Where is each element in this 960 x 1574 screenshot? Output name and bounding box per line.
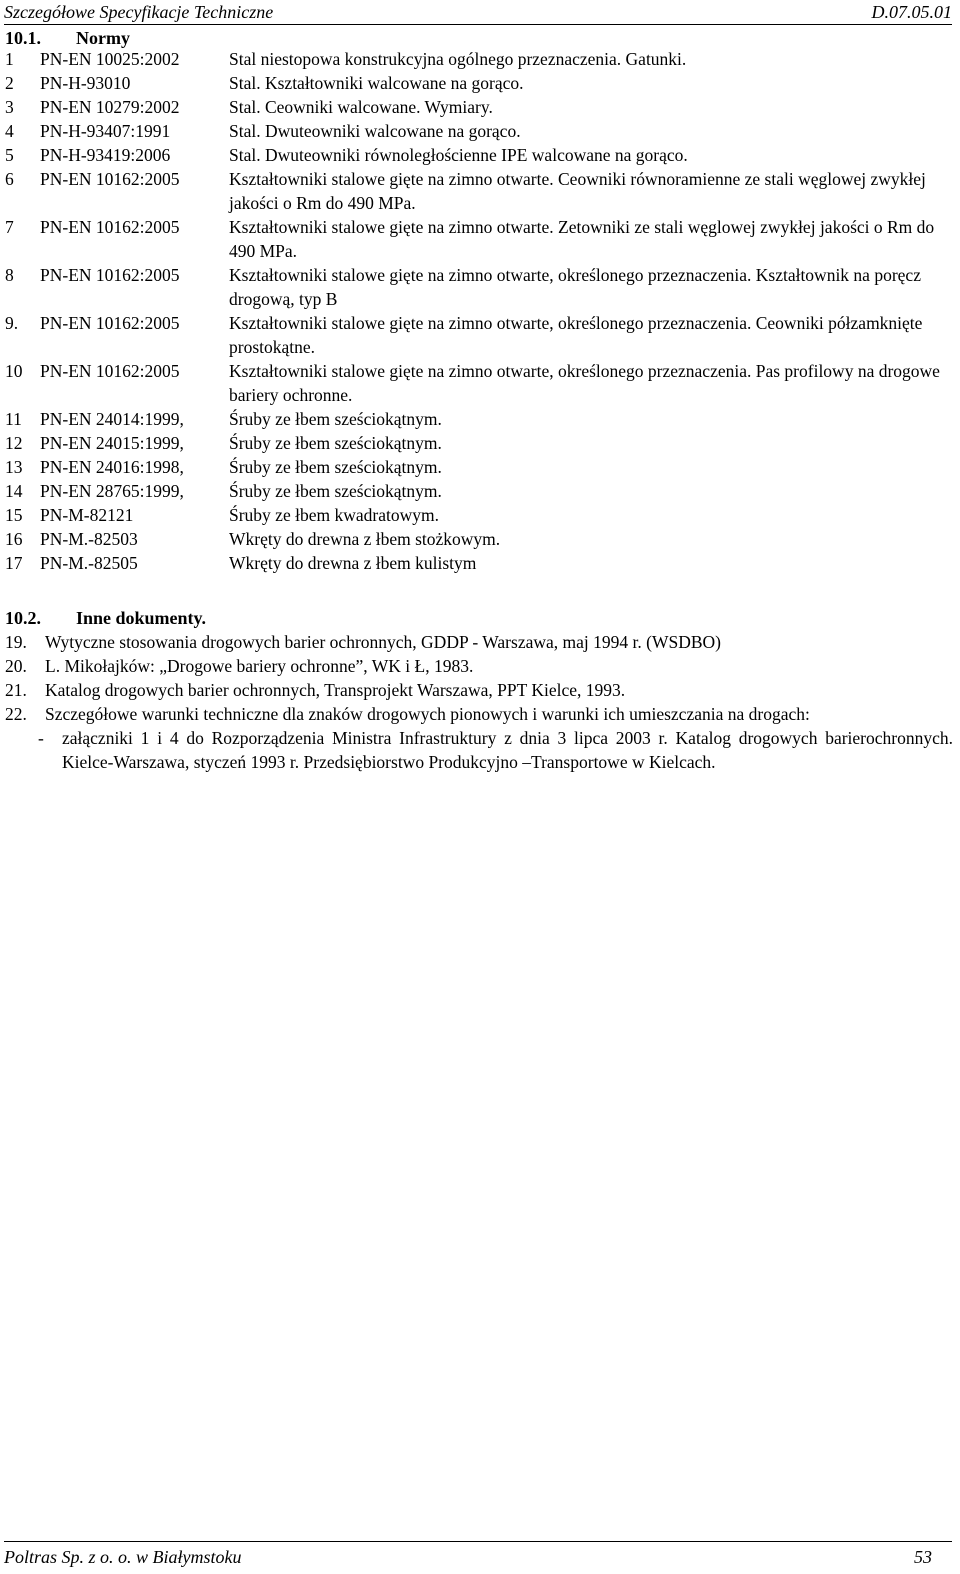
norm-description: Stal. Dwuteowniki walcowane na gorąco. bbox=[229, 121, 521, 141]
document-number: 20. bbox=[5, 656, 27, 676]
norm-number: 6 bbox=[5, 169, 14, 189]
norm-code: PN-EN 10162:2005 bbox=[40, 217, 180, 237]
norm-item bbox=[5, 47, 945, 71]
norm-description: Kształtowniki stalowe gięte na zimno otwarte, określonego przeznaczenia. Kształtownik na poręcz drogową, typ B bbox=[229, 265, 921, 309]
sub-item-text: załączniki 1 i 4 do Rozporządzenia Ministra Infrastruktury z dnia 3 lipca 2003 r. Katalog drogowych barierochronnych. Kielce-Warszawa, styczeń 1993 r. Przedsiębiorstwo Produkcyjno –Transportowe w Kielcach. bbox=[62, 728, 953, 772]
norm-item bbox=[5, 503, 945, 527]
norms-list bbox=[5, 47, 945, 575]
norm-description: Śruby ze łbem sześciokątnym. bbox=[229, 457, 442, 477]
norm-code: PN-EN 10162:2005 bbox=[40, 361, 180, 381]
sub-item-dash: - bbox=[38, 728, 44, 748]
norm-number: 8 bbox=[5, 265, 14, 285]
norm-item bbox=[5, 263, 945, 311]
norm-description: Stal. Dwuteowniki równoległościenne IPE walcowane na gorąco. bbox=[229, 145, 688, 165]
norm-description: Śruby ze łbem sześciokątnym. bbox=[229, 433, 442, 453]
page-footer bbox=[4, 1541, 952, 1572]
norm-code: PN-EN 10025:2002 bbox=[40, 49, 180, 69]
document-item bbox=[5, 702, 953, 726]
norm-description: Kształtowniki stalowe gięte na zimno otwarte. Zetowniki ze stali węglowej zwykłej jakości o Rm do 490 MPa. bbox=[229, 217, 935, 261]
norm-item bbox=[5, 215, 945, 263]
norm-code: PN-H-93419:2006 bbox=[40, 145, 171, 165]
norm-item bbox=[5, 527, 945, 551]
norm-number: 11 bbox=[5, 409, 22, 429]
norm-description: Kształtowniki stalowe gięte na zimno otwarte, określonego przeznaczenia. Ceowniki półzamknięte prostokątne. bbox=[229, 313, 923, 357]
norm-number: 3 bbox=[5, 97, 14, 117]
norm-item bbox=[5, 407, 945, 431]
document-text: Szczegółowe warunki techniczne dla znaków drogowych pionowych i warunki ich umieszczania na drogach: bbox=[45, 704, 810, 724]
norm-item bbox=[5, 359, 945, 407]
norm-code: PN-EN 28765:1999, bbox=[40, 481, 184, 501]
document-item bbox=[5, 654, 953, 678]
norm-item bbox=[5, 455, 945, 479]
norm-item bbox=[5, 311, 945, 359]
section-heading-other-documents bbox=[5, 606, 206, 630]
norm-description: Stal niestopowa konstrukcyjna ogólnego przeznaczenia. Gatunki. bbox=[229, 49, 687, 69]
norm-code: PN-M.-82505 bbox=[40, 553, 138, 573]
norm-item bbox=[5, 431, 945, 455]
document-text: L. Mikołajków: „Drogowe bariery ochronne”, WK i Ł, 1983. bbox=[45, 656, 474, 676]
norm-item bbox=[5, 95, 945, 119]
norm-item bbox=[5, 119, 945, 143]
norm-description: Śruby ze łbem sześciokątnym. bbox=[229, 481, 442, 501]
norm-description: Wkręty do drewna z łbem kulistym bbox=[229, 553, 477, 573]
section-title: Inne dokumenty. bbox=[76, 608, 207, 628]
document-number: 22. bbox=[5, 704, 27, 724]
norm-code: PN-EN 24014:1999, bbox=[40, 409, 184, 429]
section-title: Normy bbox=[76, 28, 130, 48]
company-name: Poltras Sp. z o. o. w Białymstoku bbox=[4, 1547, 242, 1567]
norm-item bbox=[5, 167, 945, 215]
norm-description: Śruby ze łbem sześciokątnym. bbox=[229, 409, 442, 429]
norm-description: Stal. Ceowniki walcowane. Wymiary. bbox=[229, 97, 493, 117]
norm-number: 16 bbox=[5, 529, 23, 549]
norm-code: PN-H-93010 bbox=[40, 73, 131, 93]
page-number: 53 bbox=[914, 1547, 932, 1567]
document-code: D.07.05.01 bbox=[871, 2, 952, 22]
document-item bbox=[5, 678, 953, 702]
norm-number: 15 bbox=[5, 505, 23, 525]
norm-number: 4 bbox=[5, 121, 14, 141]
section-number: 10.1. bbox=[5, 28, 41, 48]
section-number: 10.2. bbox=[5, 608, 41, 628]
norm-item bbox=[5, 479, 945, 503]
norm-number: 12 bbox=[5, 433, 23, 453]
documents-list bbox=[5, 630, 953, 774]
document-text: Katalog drogowych barier ochronnych, Transprojekt Warszawa, PPT Kielce, 1993. bbox=[45, 680, 626, 700]
norm-code: PN-EN 10162:2005 bbox=[40, 169, 180, 189]
norm-number: 7 bbox=[5, 217, 14, 237]
document-number: 21. bbox=[5, 680, 27, 700]
document-title: Szczegółowe Specyfikacje Techniczne bbox=[4, 2, 274, 22]
norm-number: 2 bbox=[5, 73, 14, 93]
norm-code: PN-EN 10162:2005 bbox=[40, 265, 180, 285]
norm-number: 9. bbox=[5, 313, 19, 333]
norm-description: Kształtowniki stalowe gięte na zimno otwarte. Ceowniki równoramienne ze stali węglowej zwykłej jakości o Rm do 490 MPa. bbox=[229, 169, 926, 213]
norm-item bbox=[5, 143, 945, 167]
norm-description: Śruby ze łbem kwadratowym. bbox=[229, 505, 439, 525]
document-text: Wytyczne stosowania drogowych barier ochronnych, GDDP - Warszawa, maj 1994 r. (WSDBO) bbox=[45, 632, 721, 652]
norm-description: Kształtowniki stalowe gięte na zimno otwarte, określonego przeznaczenia. Pas profilowy na drogowe bariery ochronne. bbox=[229, 361, 940, 405]
page-header bbox=[4, 0, 952, 25]
norm-number: 1 bbox=[5, 49, 14, 69]
norm-description: Stal. Kształtowniki walcowane na gorąco. bbox=[229, 73, 524, 93]
norm-code: PN-H-93407:1991 bbox=[40, 121, 171, 141]
norm-number: 10 bbox=[5, 361, 23, 381]
norm-code: PN-EN 10162:2005 bbox=[40, 313, 180, 333]
document-item bbox=[5, 630, 953, 654]
norm-item bbox=[5, 71, 945, 95]
document-number: 19. bbox=[5, 632, 27, 652]
norm-code: PN-EN 24016:1998, bbox=[40, 457, 184, 477]
norm-number: 13 bbox=[5, 457, 23, 477]
norm-description: Wkręty do drewna z łbem stożkowym. bbox=[229, 529, 501, 549]
norm-number: 14 bbox=[5, 481, 23, 501]
norm-number: 17 bbox=[5, 553, 23, 573]
norm-number: 5 bbox=[5, 145, 14, 165]
norm-code: PN-M-82121 bbox=[40, 505, 134, 525]
list-sub-item bbox=[5, 726, 953, 774]
norm-code: PN-EN 10279:2002 bbox=[40, 97, 180, 117]
norm-code: PN-M.-82503 bbox=[40, 529, 138, 549]
norm-code: PN-EN 24015:1999, bbox=[40, 433, 184, 453]
norm-item bbox=[5, 551, 945, 575]
